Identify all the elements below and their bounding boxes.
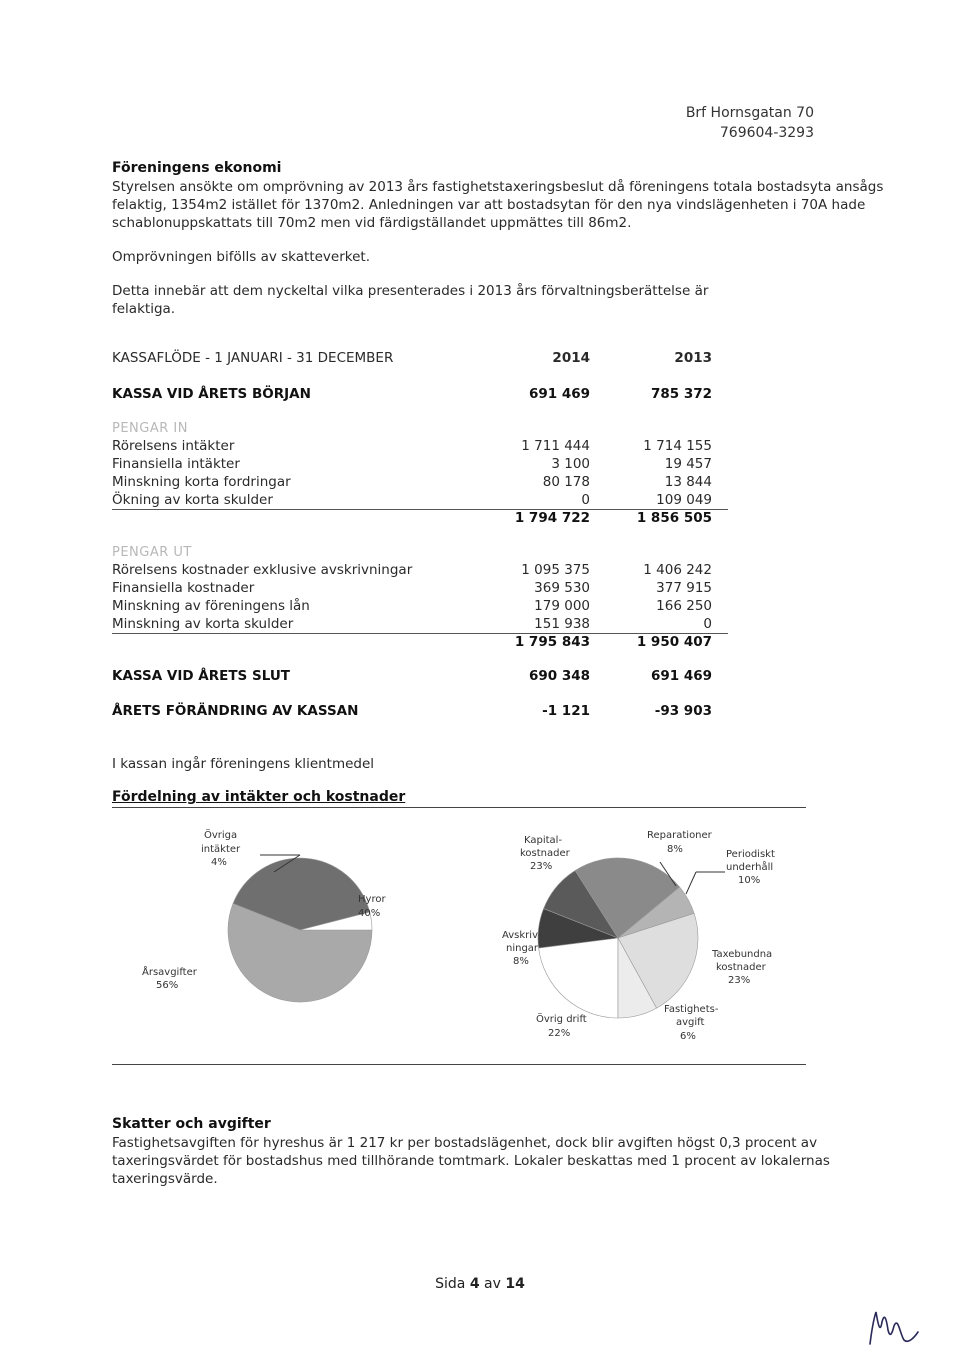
cashflow-row	[112, 616, 712, 634]
total-2013: 1 856 505	[636, 510, 712, 526]
value-2014: 691 469	[528, 386, 590, 402]
value-2013: 0	[703, 616, 712, 632]
total-pages: 14	[505, 1276, 525, 1292]
money-in-total-row	[112, 510, 712, 528]
value-2014: 369 530	[534, 580, 590, 596]
value-2013: 109 049	[656, 492, 712, 508]
total-2014: 1 794 722	[514, 510, 590, 526]
pie-label: Taxebundna	[712, 949, 773, 960]
opening-balance-row	[112, 386, 712, 404]
pie-label: 4%	[211, 857, 227, 868]
pie-label: 10%	[738, 875, 761, 886]
org-number: 769604-3293	[719, 125, 814, 141]
row-label: KASSA VID ÅRETS SLUT	[112, 668, 290, 684]
distribution-charts	[100, 812, 820, 1062]
value-2013: -93 903	[654, 703, 712, 719]
org-name: Brf Hornsgatan 70	[685, 105, 814, 121]
pie-label: kostnader	[520, 848, 570, 859]
row-label: Rörelsens kostnader exklusive avskrivningar	[112, 562, 413, 578]
pie-label: 22%	[548, 1028, 571, 1039]
value-2013: 166 250	[656, 598, 712, 614]
pie-label: underhåll	[726, 862, 774, 873]
value-2014: 1 095 375	[521, 562, 590, 578]
row-label: Minskning av korta skulder	[112, 616, 294, 632]
pie-label: intäkter	[201, 844, 241, 855]
pie-label: 40%	[358, 908, 381, 919]
cashflow-row	[112, 580, 712, 598]
distribution-title: Fördelning av intäkter och kostnader	[112, 789, 406, 805]
total-2014: 1 795 843	[514, 634, 590, 650]
row-label: ÅRETS FÖRÄNDRING AV KASSAN	[112, 703, 359, 719]
value-2013: 1 406 242	[643, 562, 712, 578]
economy-line: schablonuppskattats till 70m2 men vid färdigställandet uppmättes till 86m2.	[112, 215, 632, 231]
value-2013: 785 372	[650, 386, 712, 402]
cash-change-row	[112, 703, 712, 721]
handwritten-signature	[864, 1304, 924, 1354]
pie-label: Fastighets-	[664, 1004, 719, 1015]
closing-balance-row	[112, 668, 712, 686]
value-2014: 1 711 444	[521, 438, 590, 454]
pie-label: 6%	[680, 1031, 696, 1042]
economy-line: Styrelsen ansökte om omprövning av 2013 års fastighetstaxeringsbeslut då föreningens totala bostadsyta ansågs	[112, 179, 884, 195]
costs-pie	[538, 858, 698, 1018]
value-2013: 691 469	[650, 668, 712, 684]
row-label: Minskning av föreningens lån	[112, 598, 310, 614]
cashflow-row	[112, 492, 712, 510]
pie-label: Avskriv-	[502, 930, 542, 941]
row-label: Finansiella kostnader	[112, 580, 255, 596]
value-2014: 0	[581, 492, 590, 508]
money-out-total-row	[112, 634, 712, 652]
pie-label: Hyror	[358, 894, 386, 905]
pie-label: avgift	[676, 1017, 705, 1028]
pie-label: kostnader	[716, 962, 766, 973]
money-in-label: PENGAR IN	[112, 421, 188, 436]
pie-label: Årsavgifter	[142, 967, 197, 978]
taxes-title: Skatter och avgifter	[112, 1116, 271, 1132]
pie-label: 56%	[156, 980, 179, 991]
pie-label: 8%	[513, 956, 529, 967]
year-2014-header: 2014	[552, 350, 590, 366]
taxes-line: taxeringsvärdet för bostadshus med tillhörande tomtmark. Lokaler beskattas med 1 procent av lokalernas	[112, 1153, 830, 1169]
pie-label: ningar	[506, 943, 539, 954]
value-2014: 80 178	[542, 474, 590, 490]
pie-label: Övrig drift	[536, 1014, 587, 1025]
pie-label: Kapital-	[524, 835, 563, 846]
cashflow-row	[112, 598, 712, 616]
value-2013: 19 457	[664, 456, 712, 472]
pie-label: 8%	[667, 844, 683, 855]
taxes-line: Fastighetsavgiften för hyreshus är 1 217 kr per bostadslägenhet, dock blir avgiften högst 0,3 procent av	[112, 1135, 818, 1151]
cashflow-header-row	[112, 350, 712, 368]
row-label: Finansiella intäkter	[112, 456, 240, 472]
pie-label: Övriga	[204, 830, 238, 841]
year-2013-header: 2013	[674, 350, 712, 366]
pie-label: 23%	[530, 861, 553, 872]
page-prefix: Sida	[435, 1276, 470, 1292]
current-page: 4	[469, 1276, 480, 1292]
value-2014: 179 000	[534, 598, 590, 614]
cashflow-row	[112, 438, 712, 456]
value-2014: 3 100	[551, 456, 590, 472]
value-2013: 13 844	[664, 474, 712, 490]
leader-line	[686, 872, 696, 894]
row-label: Minskning korta fordringar	[112, 474, 291, 490]
pie-slice	[539, 938, 618, 1018]
cashflow-row	[112, 474, 712, 492]
economy-paragraph	[112, 178, 884, 232]
document-header	[686, 103, 814, 143]
cashflow-row	[112, 456, 712, 474]
value-2014: 690 348	[528, 668, 590, 684]
total-2013: 1 950 407	[636, 634, 712, 650]
taxes-line: taxeringsvärde.	[112, 1171, 218, 1187]
pie-label: Periodiskt	[726, 849, 775, 860]
cashflow-row	[112, 562, 712, 580]
value-2013: 1 714 155	[643, 438, 712, 454]
taxes-paragraph	[112, 1134, 830, 1188]
charts-bottom-rule	[112, 1064, 806, 1065]
page-number	[0, 1276, 960, 1292]
client-funds-note: I kassan ingår föreningens klientmedel	[112, 756, 375, 772]
row-label: Ökning av korta skulder	[112, 492, 273, 508]
value-2014: 151 938	[534, 616, 590, 632]
value-2013: 377 915	[656, 580, 712, 596]
consequence-text: Detta innebär att dem nyckeltal vilka presenterades i 2013 års förvaltningsberättelse är felaktiga.	[112, 283, 709, 317]
economy-title: Föreningens ekonomi	[112, 160, 282, 176]
income-pie	[228, 858, 372, 1002]
approval-text: Omprövningen bifölls av skatteverket.	[112, 249, 370, 265]
value-2014: -1 121	[542, 703, 590, 719]
cashflow-title: KASSAFLÖDE - 1 JANUARI - 31 DECEMBER	[112, 350, 394, 366]
row-label: Rörelsens intäkter	[112, 438, 235, 454]
pie-label: Reparationer	[647, 830, 712, 841]
money-out-label: PENGAR UT	[112, 545, 192, 560]
pie-label: 23%	[728, 975, 751, 986]
distribution-title-rule	[112, 807, 806, 808]
row-label: KASSA VID ÅRETS BÖRJAN	[112, 386, 311, 402]
page-of: av	[479, 1276, 506, 1292]
economy-line: felaktig, 1354m2 istället för 1370m2. Anledningen var att bostadsytan för den nya vindslägenheten i 70A hade	[112, 197, 866, 213]
